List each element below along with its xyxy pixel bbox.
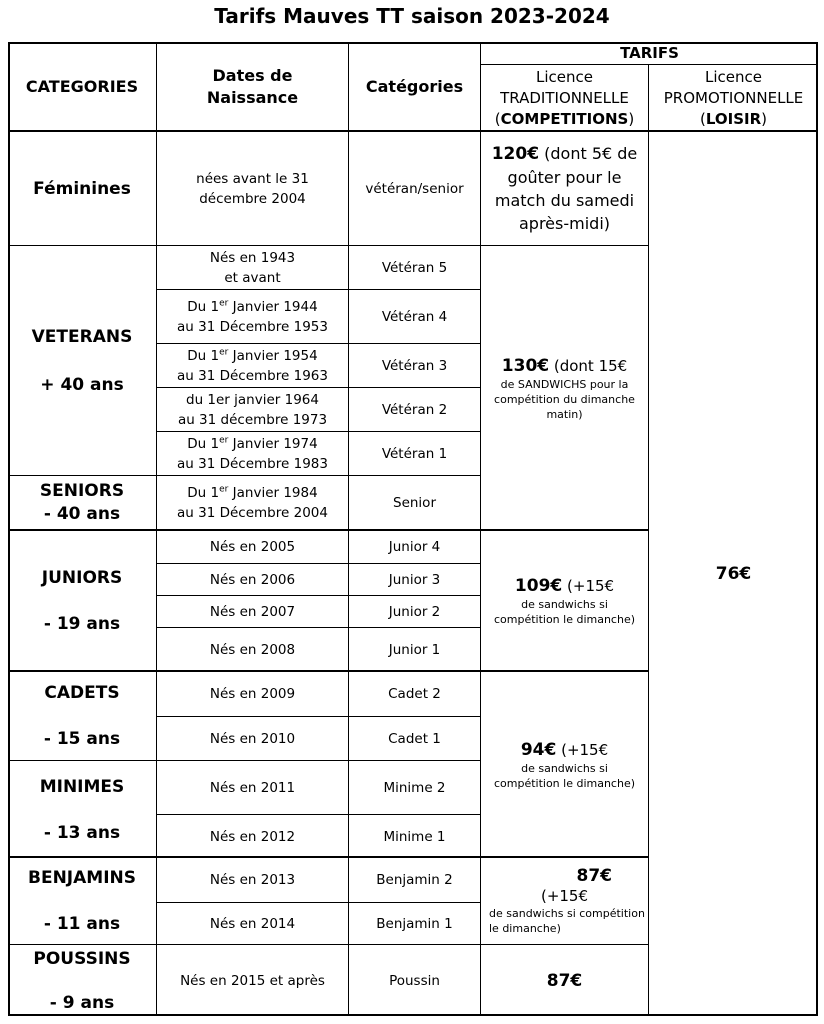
cat-veteran1 [348, 431, 480, 475]
j3-date: Nés en 2006 [209, 571, 296, 588]
cat-benjamin1 [348, 902, 480, 944]
v4-date-sup: er [219, 298, 229, 308]
v4-date-month: Janvier 1944 [228, 298, 318, 315]
v2-cat: Vétéran 2 [381, 401, 448, 418]
cat-junior2 [348, 595, 480, 627]
v3-date-month: Janvier 1954 [228, 347, 318, 364]
c1-cat: Cadet 1 [388, 730, 441, 747]
trad-open-paren: ( [494, 110, 501, 128]
v3-date-line2: au 31 Décembre 1963 [177, 367, 328, 384]
group-cadets [8, 670, 156, 760]
vet-price-line1 [502, 355, 627, 377]
fem-cat: vétéran/senior [365, 180, 464, 197]
sen-date-line1 [187, 483, 317, 503]
promo-loisir: LOISIR [705, 110, 762, 128]
cad-price-line1 [521, 739, 608, 761]
v1-date-sup: er [219, 435, 229, 445]
vet-price-small3: matin) [546, 407, 583, 421]
b1-date: Nés en 2014 [209, 915, 296, 932]
ben-price-small1: de sandwichs si compétition [489, 907, 645, 920]
juniors-label: JUNIORS [41, 568, 123, 588]
date-cadet2 [156, 670, 348, 716]
sen-cat: Senior [393, 495, 436, 511]
date-veteran5 [156, 245, 348, 289]
v1-date-month: Janvier 1974 [228, 435, 318, 452]
v3-cat: Vétéran 3 [381, 357, 448, 374]
b1-cat: Benjamin 1 [376, 915, 453, 932]
p-cat: Poussin [389, 972, 440, 989]
vet-price-amount: 130€ [501, 355, 550, 376]
j1-cat: Junior 1 [388, 641, 441, 658]
seniors-label: SENIORS [39, 481, 125, 501]
j4-date: Nés en 2005 [209, 539, 296, 555]
date-junior2 [156, 595, 348, 627]
header-dates [156, 42, 348, 132]
v1-date-line1 [187, 434, 317, 454]
c2-date: Nés en 2009 [209, 686, 296, 702]
date-senior [156, 475, 348, 530]
cat-veteran4 [348, 289, 480, 343]
v4-date-line2: au 31 Décembre 1953 [177, 318, 328, 335]
m2-cat: Minime 2 [383, 779, 446, 796]
promo-line2: PROMOTIONNELLE [663, 89, 804, 107]
trad-line2: TRADITIONNELLE [500, 89, 629, 107]
cadets-label: CADETS [44, 683, 120, 703]
cad-price-amount: 94€ [520, 740, 557, 760]
cad-price-small2: compétition le dimanche) [493, 777, 636, 790]
c1-date: Nés en 2010 [209, 730, 296, 747]
cat-senior [348, 475, 480, 530]
header-categories2 [348, 42, 480, 132]
sen-date-line2: au 31 Décembre 2004 [177, 505, 328, 521]
poussins-label: POUSSINS [33, 948, 131, 969]
feminines-label: Féminines [33, 178, 131, 199]
loisir-amount: 76€ [715, 564, 752, 584]
header-tarifs [480, 42, 818, 64]
group-minimes [8, 760, 156, 858]
promo-open-paren: ( [699, 110, 706, 128]
veterans-age: + 40 ans [40, 374, 124, 395]
j2-cat: Junior 2 [388, 603, 441, 620]
group-juniors [8, 529, 156, 671]
fem-price-rest: (dont 5€ de [539, 144, 638, 163]
fem-price-line3: match du samedi [494, 191, 635, 210]
v3-date-sup: er [219, 347, 229, 357]
header-categories [8, 42, 156, 132]
date-feminines [156, 130, 348, 245]
group-feminines [8, 130, 156, 245]
header-categories-label: CATEGORIES [25, 77, 139, 96]
header-licence-traditionnelle [480, 64, 648, 132]
cat-veteran5 [348, 245, 480, 289]
fem-date-line1: nées avant le 31 [196, 170, 309, 187]
v4-cat: Vétéran 4 [381, 308, 448, 325]
jun-price-rest: (+15€ [562, 577, 615, 595]
fem-price-amount: 120€ [491, 144, 540, 164]
cat-cadet2 [348, 670, 480, 716]
sen-date-month: Janvier 1984 [228, 485, 318, 501]
vet-price-rest: (dont 15€ [549, 356, 628, 375]
v5-cat: Vétéran 5 [381, 259, 448, 276]
date-junior1 [156, 627, 348, 671]
cat-minime2 [348, 760, 480, 814]
v1-cat: Vétéran 1 [381, 445, 448, 462]
ben-price-line2: (+15€ [540, 887, 589, 905]
j3-cat: Junior 3 [388, 571, 441, 588]
j2-date: Nés en 2007 [209, 603, 296, 620]
price-poussins [480, 944, 648, 1016]
cat-poussin [348, 944, 480, 1016]
p-date: Nés en 2015 et après [180, 972, 325, 989]
jun-price-small1: de sandwichs si [521, 598, 608, 611]
price-veterans-seniors [480, 245, 648, 530]
v3-date-line1 [187, 346, 317, 366]
group-veterans [8, 245, 156, 475]
page-title: Tarifs Mauves TT saison 2023-2024 [214, 4, 610, 28]
cat-junior3 [348, 563, 480, 595]
sen-date-du: Du 1 [187, 485, 220, 501]
trad-line1: Licence [536, 68, 593, 86]
m2-date: Nés en 2011 [209, 779, 296, 796]
cat-benjamin2 [348, 856, 480, 902]
benjamins-label: BENJAMINS [28, 868, 136, 888]
v2-date-line1: du 1er janvier 1964 [186, 391, 319, 408]
date-minime1 [156, 814, 348, 858]
trad-close-paren: ) [628, 110, 635, 128]
cat-feminines [348, 130, 480, 245]
vet-price-small1: de SANDWICHS pour la [500, 377, 629, 391]
sen-date-sup: er [219, 484, 229, 495]
date-veteran1 [156, 431, 348, 475]
b2-cat: Benjamin 2 [376, 872, 453, 888]
cadets-age: - 15 ans [43, 729, 121, 749]
v4-date-du: Du 1 [187, 298, 220, 315]
group-poussins [8, 944, 156, 1016]
v2-date-line2: au 31 décembre 1973 [177, 411, 328, 428]
cad-price-rest: (+15€ [556, 741, 609, 759]
v4-date-line1 [187, 297, 317, 317]
minimes-age: - 13 ans [43, 822, 121, 843]
date-benjamin1 [156, 902, 348, 944]
header-dates-line1: Dates de [212, 66, 293, 85]
date-poussin [156, 944, 348, 1016]
jun-price-line1 [515, 575, 614, 597]
juniors-age: - 19 ans [43, 614, 121, 634]
m1-date: Nés en 2012 [209, 828, 296, 845]
cat-veteran3 [348, 343, 480, 387]
benjamins-age: - 11 ans [43, 914, 121, 934]
promo-line3 [700, 109, 767, 130]
trad-competitions: COMPETITIONS [500, 110, 629, 128]
group-seniors [8, 475, 156, 530]
cat-cadet1 [348, 716, 480, 760]
v1-date-line2: au 31 Décembre 1983 [177, 455, 328, 472]
minimes-label: MINIMES [39, 776, 125, 797]
ben-price-small2: le dimanche) [489, 922, 561, 935]
c2-cat: Cadet 2 [388, 686, 441, 702]
price-cadets-minimes [480, 670, 648, 858]
ben-price-amount: 87€ [576, 866, 612, 886]
date-cadet1 [156, 716, 348, 760]
date-junior4 [156, 529, 348, 563]
header-dates-line2: Naissance [206, 88, 299, 107]
cat-junior1 [348, 627, 480, 671]
header-tarifs-label: TARIFS [620, 44, 679, 62]
jun-price-amount: 109€ [514, 576, 563, 596]
v5-date-line1: Nés en 1943 [209, 249, 296, 266]
cad-price-small1: de sandwichs si [521, 762, 608, 775]
trad-line3 [495, 109, 634, 130]
date-veteran4 [156, 289, 348, 343]
price-juniors [480, 529, 648, 671]
j1-date: Nés en 2008 [209, 641, 296, 658]
fem-date-line2: décembre 2004 [199, 190, 306, 207]
vet-price-small2: compétition du dimanche [494, 392, 635, 406]
m1-cat: Minime 1 [383, 828, 446, 845]
promo-close-paren: ) [761, 110, 767, 128]
price-benjamins [480, 856, 648, 944]
date-veteran2 [156, 387, 348, 431]
j4-cat: Junior 4 [388, 539, 441, 555]
seniors-age: - 40 ans [43, 504, 121, 524]
date-minime2 [156, 760, 348, 814]
v1-date-du: Du 1 [187, 435, 220, 452]
date-junior3 [156, 563, 348, 595]
date-benjamin2 [156, 856, 348, 902]
b2-date: Nés en 2013 [209, 872, 296, 888]
header-categories2-label: Catégories [365, 77, 464, 96]
fem-price-line2: goûter pour le [507, 168, 622, 187]
price-feminines [480, 130, 648, 245]
fem-price-line4: après-midi) [518, 214, 610, 233]
poussins-age: - 9 ans [49, 992, 115, 1013]
cat-junior4 [348, 529, 480, 563]
pou-price-amount: 87€ [546, 970, 583, 991]
cat-veteran2 [348, 387, 480, 431]
v3-date-du: Du 1 [187, 347, 220, 364]
date-veteran3 [156, 343, 348, 387]
cat-minime1 [348, 814, 480, 858]
jun-price-small2: compétition le dimanche) [493, 613, 636, 626]
fem-price-line1 [492, 142, 638, 166]
promo-line1: Licence [705, 68, 762, 86]
header-licence-promotionnelle [648, 64, 818, 132]
veterans-label: VETERANS [31, 326, 133, 347]
price-loisir [648, 130, 818, 1016]
v5-date-line2: et avant [224, 269, 281, 286]
group-benjamins [8, 856, 156, 944]
